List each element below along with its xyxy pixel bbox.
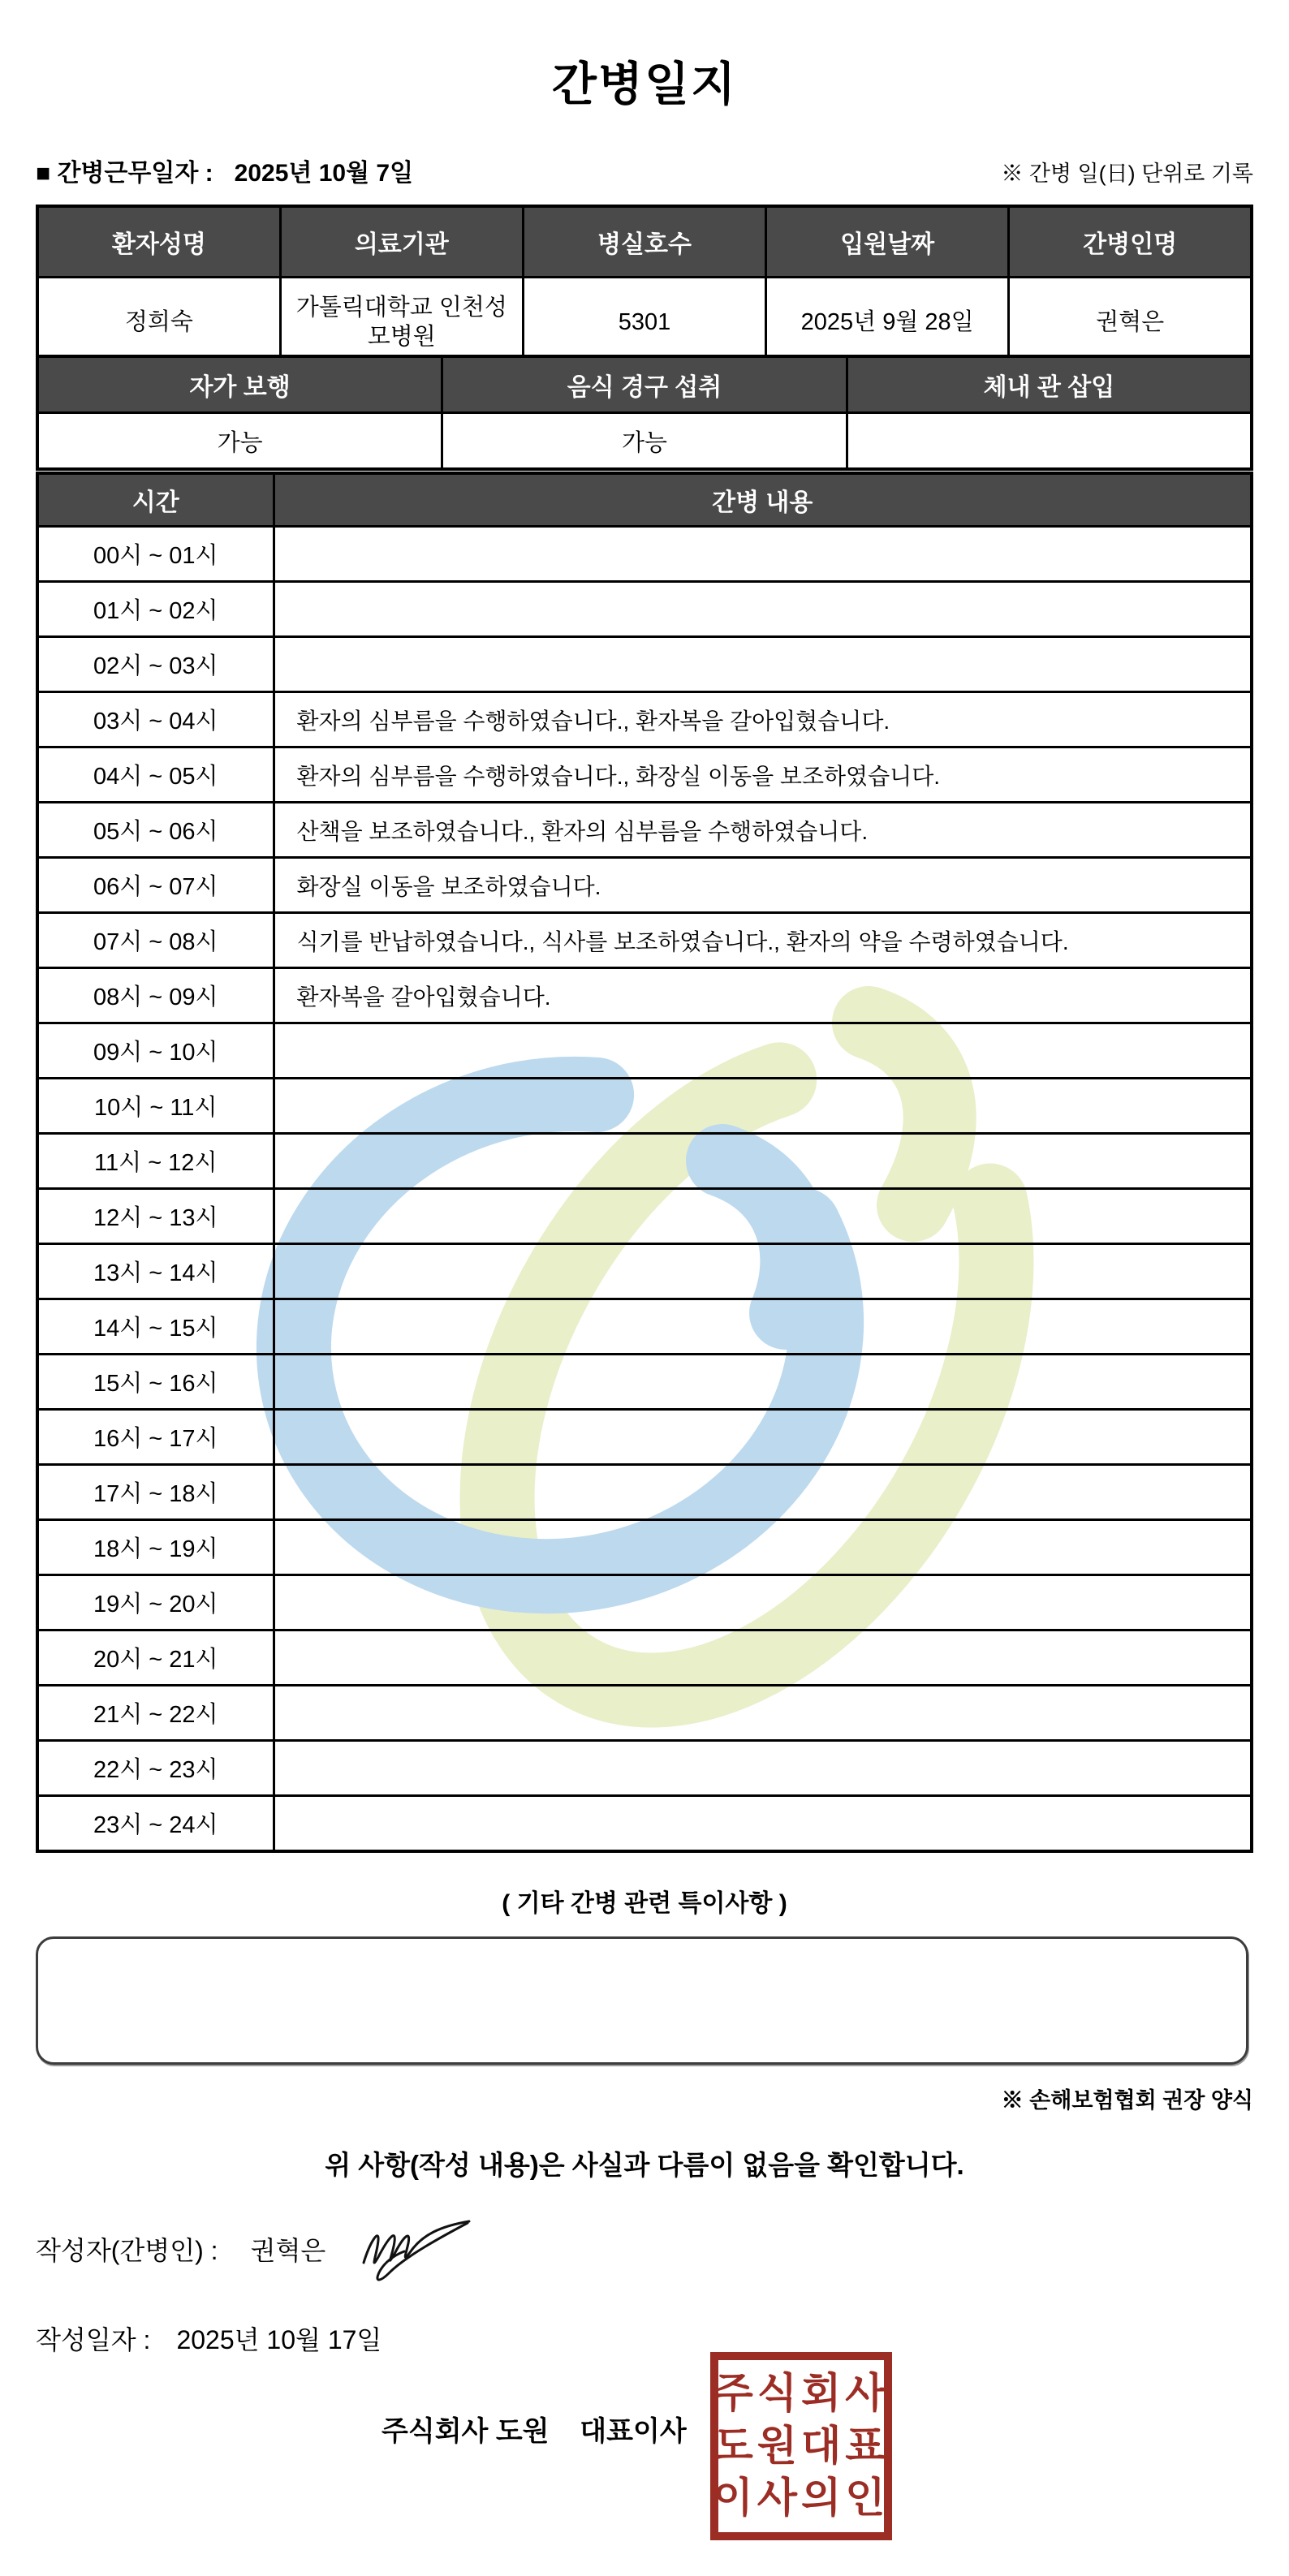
timetable-row [37,1244,1252,1299]
time-slot-cell: 19시 ~ 20시 [37,1575,274,1630]
special-note-box [36,1936,1248,2065]
timetable-row [37,1023,1252,1079]
timetable-row [37,1134,1252,1189]
time-slot-cell: 21시 ~ 22시 [37,1686,274,1741]
timetable-row [37,1686,1252,1741]
confirmation-text: 위 사항(작성 내용)은 사실과 다름이 없음을 확인합니다. [325,2150,964,2180]
time-slot-cell: 16시 ~ 17시 [37,1410,274,1465]
condition-table [36,355,1253,471]
date-label: 작성일자 : [36,2325,151,2354]
time-header-cell: 시간 [37,473,274,527]
care-content-cell [274,1796,1252,1852]
care-content-cell: 환자복을 갈아입혔습니다. [274,968,1252,1023]
timetable-row [37,1299,1252,1355]
condition-value-row [37,413,1252,470]
timetable-row [37,1189,1252,1244]
time-slot-cell: 18시 ~ 19시 [37,1520,274,1575]
timetable-row [37,1520,1252,1575]
work-date-value: 2025년 10월 7일 [234,160,414,187]
insurance-note: ※ 손해보험협회 권장 양식 [1001,2088,1253,2113]
patient-table-header: 환자성명 [37,206,280,278]
timetable-row [37,968,1252,1023]
care-content-cell [274,1079,1252,1134]
time-slot-cell: 17시 ~ 18시 [37,1465,274,1520]
timetable-row [37,803,1252,858]
time-slot-cell: 13시 ~ 14시 [37,1244,274,1299]
condition-table-header: 자가 보행 [37,356,442,413]
writer-line [36,2230,325,2268]
writer-name: 권혁은 [250,2236,326,2265]
time-slot-cell: 08시 ~ 09시 [37,968,274,1023]
page-title: 간병일지 [551,58,738,110]
care-content-cell: 산책을 보조하였습니다., 환자의 심부름을 수행하였습니다. [274,803,1252,858]
patient-info-table [36,205,1253,369]
stamp-line: 도원대표 [713,2422,890,2469]
care-content-cell: 환자의 심부름을 수행하였습니다., 화장실 이동을 보조하였습니다. [274,747,1252,803]
patient-table-value: 5301 [523,278,765,368]
patient-table-header-row [37,206,1252,278]
patient-table-header: 간병인명 [1009,206,1252,278]
meta-row [36,153,1253,185]
time-slot-cell: 11시 ~ 12시 [37,1134,274,1189]
timetable-row [37,1355,1252,1410]
patient-table-value: 2025년 9월 28일 [766,278,1009,368]
care-content-cell: 식기를 반납하였습니다., 식사를 보조하였습니다., 환자의 약을 수령하였습니다. [274,913,1252,968]
care-content-cell [274,637,1252,692]
care-content-cell [274,1355,1252,1410]
timetable-row [37,1796,1252,1852]
care-content-cell: 환자의 심부름을 수행하였습니다., 환자복을 갈아입혔습니다. [274,692,1252,747]
time-slot-cell: 23시 ~ 24시 [37,1796,274,1852]
care-content-cell [274,1741,1252,1796]
time-slot-cell: 00시 ~ 01시 [37,527,274,582]
timetable-row [37,637,1252,692]
condition-table-value [847,413,1252,470]
care-content-cell [274,1134,1252,1189]
work-date-line [36,153,413,188]
condition-table-header: 체내 관 삽입 [847,356,1252,413]
care-content-cell [274,1686,1252,1741]
unit-note: ※ 간병 일(日) 단위로 기록 [1001,162,1253,186]
care-content-cell [274,1630,1252,1686]
timetable-row [37,1575,1252,1630]
care-content-cell [274,1244,1252,1299]
corporate-seal-stamp [710,2352,892,2540]
stamp-line: 이사의인 [713,2475,890,2522]
timetable-row [37,1741,1252,1796]
care-content-cell [274,1520,1252,1575]
condition-table-value: 가능 [37,413,442,470]
time-slot-cell: 04시 ~ 05시 [37,747,274,803]
content-header-cell: 간병 내용 [274,473,1252,527]
stamp-line: 주식회사 [713,2369,890,2416]
time-slot-cell: 05시 ~ 06시 [37,803,274,858]
care-content-cell [274,1189,1252,1244]
writer-label: 작성자(간병인) : [36,2236,218,2265]
time-slot-cell: 07시 ~ 08시 [37,913,274,968]
time-slot-cell: 06시 ~ 07시 [37,858,274,913]
patient-table-header: 입원날짜 [766,206,1009,278]
timetable-row [37,582,1252,637]
time-slot-cell: 02시 ~ 03시 [37,637,274,692]
care-content-cell [274,1410,1252,1465]
care-content-cell [274,527,1252,582]
care-timetable [36,472,1253,1853]
time-slot-cell: 20시 ~ 21시 [37,1630,274,1686]
date-value: 2025년 10월 17일 [176,2325,382,2354]
patient-table-header: 의료기관 [280,206,523,278]
signature-image [357,2212,479,2287]
patient-table-value: 정희숙 [37,278,280,368]
condition-table-value: 가능 [442,413,847,470]
timetable-row [37,913,1252,968]
date-line [36,2320,382,2357]
timetable-row [37,747,1252,803]
company-line: 주식회사 도원 대표이사 [382,2416,687,2447]
time-slot-cell: 12시 ~ 13시 [37,1189,274,1244]
time-slot-cell: 01시 ~ 02시 [37,582,274,637]
patient-table-value: 권혁은 [1009,278,1252,368]
timetable-row [37,1465,1252,1520]
care-content-cell: 화장실 이동을 보조하였습니다. [274,858,1252,913]
time-slot-cell: 14시 ~ 15시 [37,1299,274,1355]
time-slot-cell: 03시 ~ 04시 [37,692,274,747]
time-slot-cell: 15시 ~ 16시 [37,1355,274,1410]
timetable-row [37,1079,1252,1134]
special-note-title: ( 기타 간병 관련 특이사항 ) [502,1890,787,1917]
care-content-cell [274,582,1252,637]
work-date-label: ■ 간병근무일자 : [36,160,213,187]
timetable-row [37,1630,1252,1686]
condition-table-header: 음식 경구 섭취 [442,356,847,413]
timetable-row [37,1410,1252,1465]
time-slot-cell: 22시 ~ 23시 [37,1741,274,1796]
condition-header-row [37,356,1252,413]
time-slot-cell: 10시 ~ 11시 [37,1079,274,1134]
care-content-cell [274,1023,1252,1079]
patient-table-value: 가톨릭대학교 인천성모병원 [280,278,523,368]
timetable-header-row [37,473,1252,527]
care-content-cell [274,1575,1252,1630]
timetable-row [37,692,1252,747]
time-slot-cell: 09시 ~ 10시 [37,1023,274,1079]
timetable-row [37,527,1252,582]
care-content-cell [274,1465,1252,1520]
care-content-cell [274,1299,1252,1355]
timetable-row [37,858,1252,913]
patient-table-header: 병실호수 [523,206,765,278]
